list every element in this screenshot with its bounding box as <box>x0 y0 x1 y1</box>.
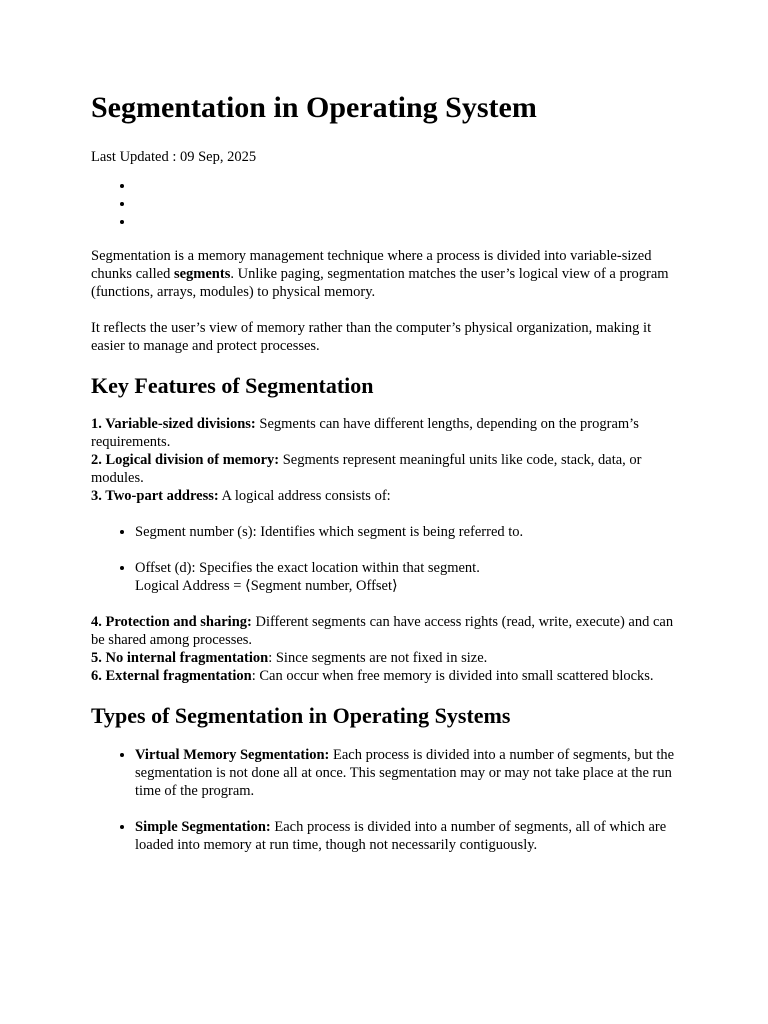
feature-text: Different segments can have access rights (read, write, execute) and can be shared among processes. <box>91 614 674 648</box>
feature-label: 5. No internal fragmentation <box>91 650 269 666</box>
article-content <box>91 88 687 854</box>
feature-label: 2. Logical division of memory: <box>91 452 280 468</box>
feature-label: 3. Two-part address: <box>91 488 219 504</box>
feature-label: 4. Protection and sharing: <box>91 614 252 630</box>
feature-3 <box>91 487 687 505</box>
list-item[interactable] <box>135 213 687 231</box>
intro-paragraph <box>91 247 687 301</box>
feature-2 <box>91 451 687 487</box>
intro-text-end: . Unlike paging, segmentation matches the user’s logical view of a program (functions, arrays, modules) to physical memory. <box>91 266 669 300</box>
feature-1 <box>91 415 687 451</box>
type-label: Virtual Memory Segmentation: <box>135 747 330 763</box>
types-heading: Types of Segmentation in Operating Systems <box>91 703 511 728</box>
feature-text: Segments represent meaningful units like code, stack, data, or modules. <box>91 452 642 486</box>
list-item[interactable] <box>135 177 687 195</box>
logical-address-formula: Logical Address = ⟨Segment number, Offset⟩ <box>135 578 398 594</box>
features-block <box>91 415 687 685</box>
feature-label: 6. External fragmentation <box>91 668 252 684</box>
last-updated: Last Updated : 09 Sep, 2025 <box>91 149 257 165</box>
type-label: Simple Segmentation: <box>135 819 271 835</box>
list-item <box>135 746 687 800</box>
types-list <box>91 746 687 854</box>
features-heading: Key Features of Segmentation <box>91 373 374 398</box>
intro-bold-term: segments <box>173 266 231 282</box>
list-item <box>135 818 687 854</box>
feature-text: A logical address consists of: <box>218 488 391 504</box>
type-text: Each process is divided into a number of segments, but the segmentation is not done all at once. This segmentation may or may not take place at the run time of the program. <box>135 747 675 799</box>
address-item-text: Segment number (s): Identifies which segment is being referred to. <box>135 524 524 540</box>
share-icon-list <box>91 177 687 231</box>
intro-text: Segmentation is a memory management technique where a process is divided into variable-sized chunks called <box>91 248 652 282</box>
page-title: Segmentation in Operating System <box>91 91 537 124</box>
intro-paragraph-2: It reflects the user’s view of memory rather than the computer’s physical organization, making it easier to manage and protect processes. <box>91 320 652 354</box>
feature-6 <box>91 667 687 685</box>
feature-4 <box>91 613 687 649</box>
feature-label: 1. Variable-sized divisions: <box>91 416 256 432</box>
address-parts-list <box>91 523 687 595</box>
feature-text: : Can occur when free memory is divided into small scattered blocks. <box>251 668 654 684</box>
address-item-text: Offset (d): Specifies the exact location within that segment. <box>135 560 480 576</box>
feature-5 <box>91 649 687 667</box>
list-item <box>135 559 687 595</box>
list-item[interactable] <box>135 195 687 213</box>
feature-text: : Since segments are not fixed in size. <box>268 650 488 666</box>
feature-text: Segments can have different lengths, depending on the program’s requirements. <box>91 416 639 450</box>
type-text: Each process is divided into a number of segments, all of which are loaded into memory at run time, though not necessarily contiguously. <box>135 819 667 853</box>
list-item <box>135 523 687 541</box>
